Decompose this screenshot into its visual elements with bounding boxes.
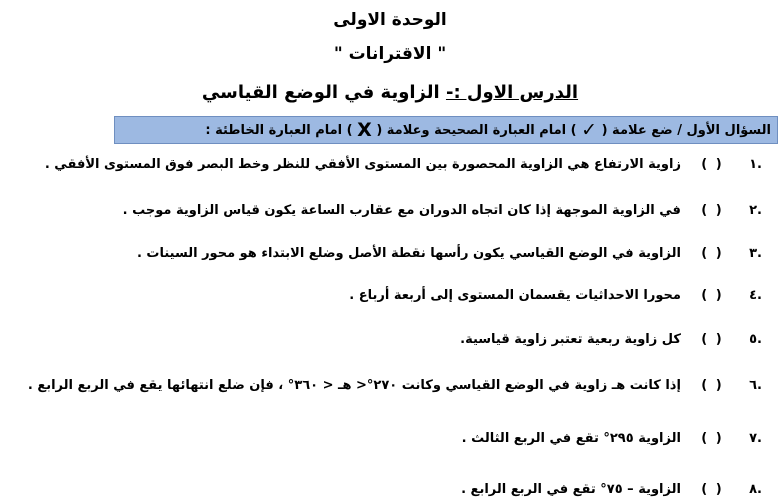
list-item [45, 157, 762, 172]
item-number: .٧ [749, 431, 762, 446]
lesson-heading [0, 82, 780, 103]
question-middle: ) امام العبارة الصحيحة وعلامة ( [376, 123, 577, 138]
unit-title: الوحدة الاولى [333, 10, 447, 30]
item-text: إذا كانت هـ زاوية في الوضع القياسي وكانت ٢٧٠°< هـ < ٣٦٠° ، فإن ضلع انتهائها يقع في الربع الرابع . [27, 378, 681, 393]
item-number: .٤ [749, 288, 762, 303]
item-number: .٦ [749, 378, 762, 393]
answer-box[interactable]: ( ) [701, 332, 724, 347]
lesson-title: الزاوية في الوضع القياسي [201, 82, 440, 103]
item-text: في الزاوية الموجهة إذا كان اتجاه الدوران مع عقارب الساعة يكون قياس الزاوية موجب . [122, 203, 681, 218]
item-text: الزاوية في الوضع القياسي يكون رأسها نقطة الأصل وضلع الابتداء هو محور السينات . [136, 246, 681, 261]
item-text: الزاوية ٢٩٥° تقع في الربع الثالث . [461, 431, 681, 446]
item-number: .٨ [749, 482, 762, 497]
list-item [460, 332, 762, 347]
item-number: .٣ [749, 246, 762, 261]
x-mark-icon: X [357, 119, 372, 141]
topic-title: " الاقترانات " [333, 44, 447, 64]
list-item [123, 203, 762, 218]
question-suffix: ) امام العبارة الخاطئة : [205, 123, 353, 138]
list-item [137, 246, 762, 261]
list-item [28, 378, 762, 393]
question-instruction-bar [114, 116, 778, 144]
answer-box[interactable]: ( ) [701, 431, 724, 446]
item-number: .٥ [749, 332, 762, 347]
answer-box[interactable]: ( ) [701, 203, 724, 218]
item-text: الزاوية – ٧٥° تقع في الربع الرابع . [461, 482, 681, 497]
item-number: .١ [749, 157, 762, 172]
list-item [462, 431, 762, 446]
item-number: .٢ [749, 203, 762, 218]
question-prefix: السؤال الأول / ضع علامة ( [601, 123, 771, 138]
answer-box[interactable]: ( ) [701, 157, 724, 172]
item-text: كل زاوية ربعية تعتبر زاوية قياسية. [460, 332, 681, 347]
lesson-label: الدرس الاول :- [445, 82, 579, 103]
check-mark-icon: ✓ [581, 119, 598, 141]
list-item [461, 482, 762, 497]
answer-box[interactable]: ( ) [701, 246, 724, 261]
answer-box[interactable]: ( ) [701, 378, 724, 393]
item-text: زاوية الارتفاع هي الزاوية المحصورة بين المستوى الأفقي للنظر وخط البصر فوق المستوى الأفقي . [44, 157, 681, 172]
answer-box[interactable]: ( ) [701, 482, 724, 497]
item-text: محورا الاحداثيات يقسمان المستوى إلى أربعة أرباع . [349, 288, 681, 303]
list-item [349, 288, 762, 303]
answer-box[interactable]: ( ) [701, 288, 724, 303]
